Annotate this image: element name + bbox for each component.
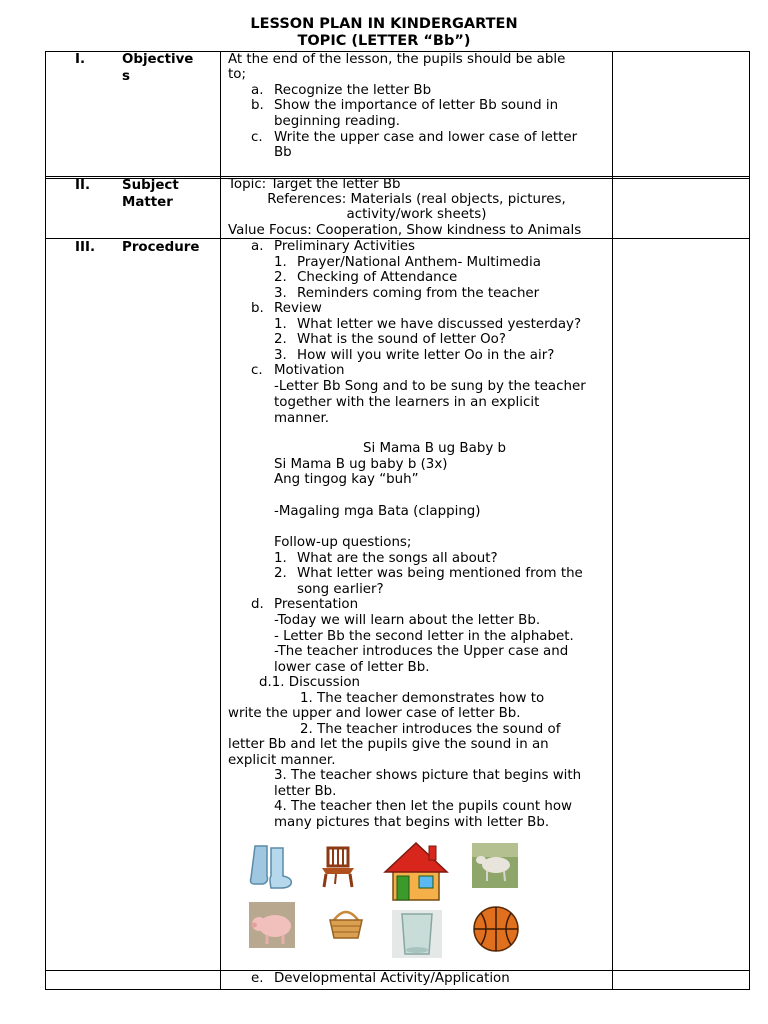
list-number: 2.	[274, 566, 287, 581]
list-number: 1.	[274, 317, 287, 332]
house-icon	[383, 840, 449, 902]
discussion-text: explicit manner.	[228, 753, 336, 768]
list-marker: d.	[251, 597, 264, 612]
motivation-text: together with the learners in an explicit	[274, 395, 540, 410]
page-topic: TOPIC (LETTER “Bb”)	[297, 33, 471, 49]
basketball-icon	[472, 903, 520, 955]
page-title: LESSON PLAN IN KINDERGARTEN	[250, 16, 518, 32]
subject-references-2: activity/work sheets)	[346, 207, 487, 222]
objectives-intro-2: to;	[228, 67, 246, 82]
chair-icon	[318, 846, 358, 888]
list-number: 1.	[274, 255, 287, 270]
discussion-title: d.1. Discussion	[259, 675, 360, 690]
subject-references: References: Materials (real objects, pictures,	[267, 192, 566, 207]
list-marker: a.	[251, 239, 264, 254]
followup-title: Follow-up questions;	[274, 535, 412, 550]
discussion-text: 2. The teacher introduces the sound of	[300, 722, 561, 737]
presentation-title: Presentation	[274, 597, 359, 612]
pig-icon	[249, 902, 295, 948]
subject-number: II.	[75, 178, 91, 193]
objectives-intro: At the end of the lesson, the pupils should be able	[228, 52, 566, 67]
objective-item: Show the importance of letter Bb sound in	[274, 98, 559, 113]
presentation-text: lower case of letter Bb.	[274, 660, 430, 675]
subject-topic: Topic: Target the letter Bb	[228, 177, 401, 192]
list-marker: b.	[251, 301, 264, 316]
discussion-text: 4. The teacher then let the pupils count how	[274, 799, 572, 814]
motivation-text: manner.	[274, 411, 329, 426]
subject-label-2: Matter	[122, 195, 173, 210]
objectives-label: Objective	[122, 52, 194, 67]
objective-item-cont: Bb	[274, 145, 292, 160]
procedure-label: Procedure	[122, 240, 200, 255]
list-number: 3.	[274, 348, 287, 363]
preliminary-title: Preliminary Activities	[274, 239, 415, 254]
list-number: 2.	[274, 270, 287, 285]
list-item: Prayer/National Anthem- Multimedia	[297, 255, 541, 270]
discussion-text: many pictures that begins with letter Bb.	[274, 815, 550, 830]
presentation-text: - Letter Bb the second letter in the alphabet.	[274, 629, 574, 644]
list-number: 3.	[274, 286, 287, 301]
review-title: Review	[274, 301, 322, 316]
subject-label: Subject	[122, 178, 179, 193]
list-marker: b.	[251, 98, 264, 113]
discussion-text: letter Bb and let the pupils give the sound in an	[228, 737, 549, 752]
list-item: What letter was being mentioned from the	[297, 566, 583, 581]
procedure-number: III.	[75, 240, 96, 255]
basket-icon	[326, 904, 366, 944]
presentation-text: -The teacher introduces the Upper case and	[274, 644, 569, 659]
discussion-text: write the upper and lower case of letter Bb.	[228, 706, 521, 721]
list-marker: c.	[251, 363, 263, 378]
list-number: 2.	[274, 332, 287, 347]
glass-icon	[392, 910, 442, 958]
song-line: Ang tingog kay “buh”	[274, 472, 419, 487]
discussion-text: 3. The teacher shows picture that begins with	[274, 768, 582, 783]
list-marker: a.	[251, 83, 264, 98]
discussion-text: letter Bb.	[274, 784, 337, 799]
objectives-number: I.	[75, 52, 86, 67]
list-item-cont: song earlier?	[297, 582, 384, 597]
goat-icon	[472, 843, 518, 888]
clapping-text: -Magaling mga Bata (clapping)	[274, 504, 481, 519]
motivation-title: Motivation	[274, 363, 345, 378]
subject-value-focus: Value Focus: Cooperation, Show kindness to Animals	[228, 223, 582, 238]
objectives-label-2: s	[122, 69, 130, 84]
list-marker: c.	[251, 130, 263, 145]
developmental-title: Developmental Activity/Application	[274, 971, 510, 986]
list-marker: e.	[251, 971, 264, 986]
objective-item-cont: beginning reading.	[274, 114, 401, 129]
list-item: What is the sound of letter Oo?	[297, 332, 506, 347]
list-item: What letter we have discussed yesterday?	[297, 317, 582, 332]
objective-item: Write the upper case and lower case of letter	[274, 130, 578, 145]
motivation-text: -Letter Bb Song and to be sung by the teacher	[274, 379, 586, 394]
discussion-text: 1. The teacher demonstrates how to	[300, 691, 545, 706]
list-number: 1.	[274, 551, 287, 566]
list-item: What are the songs all about?	[297, 551, 498, 566]
list-item: Checking of Attendance	[297, 270, 458, 285]
list-item: Reminders coming from the teacher	[297, 286, 540, 301]
list-item: How will you write letter Oo in the air?	[297, 348, 555, 363]
objective-item: Recognize the letter Bb	[274, 83, 432, 98]
boots-icon	[249, 842, 295, 892]
song-title: Si Mama B ug Baby b	[363, 441, 507, 456]
song-line: Si Mama B ug baby b (3x)	[274, 457, 448, 472]
presentation-text: -Today we will learn about the letter Bb.	[274, 613, 541, 628]
